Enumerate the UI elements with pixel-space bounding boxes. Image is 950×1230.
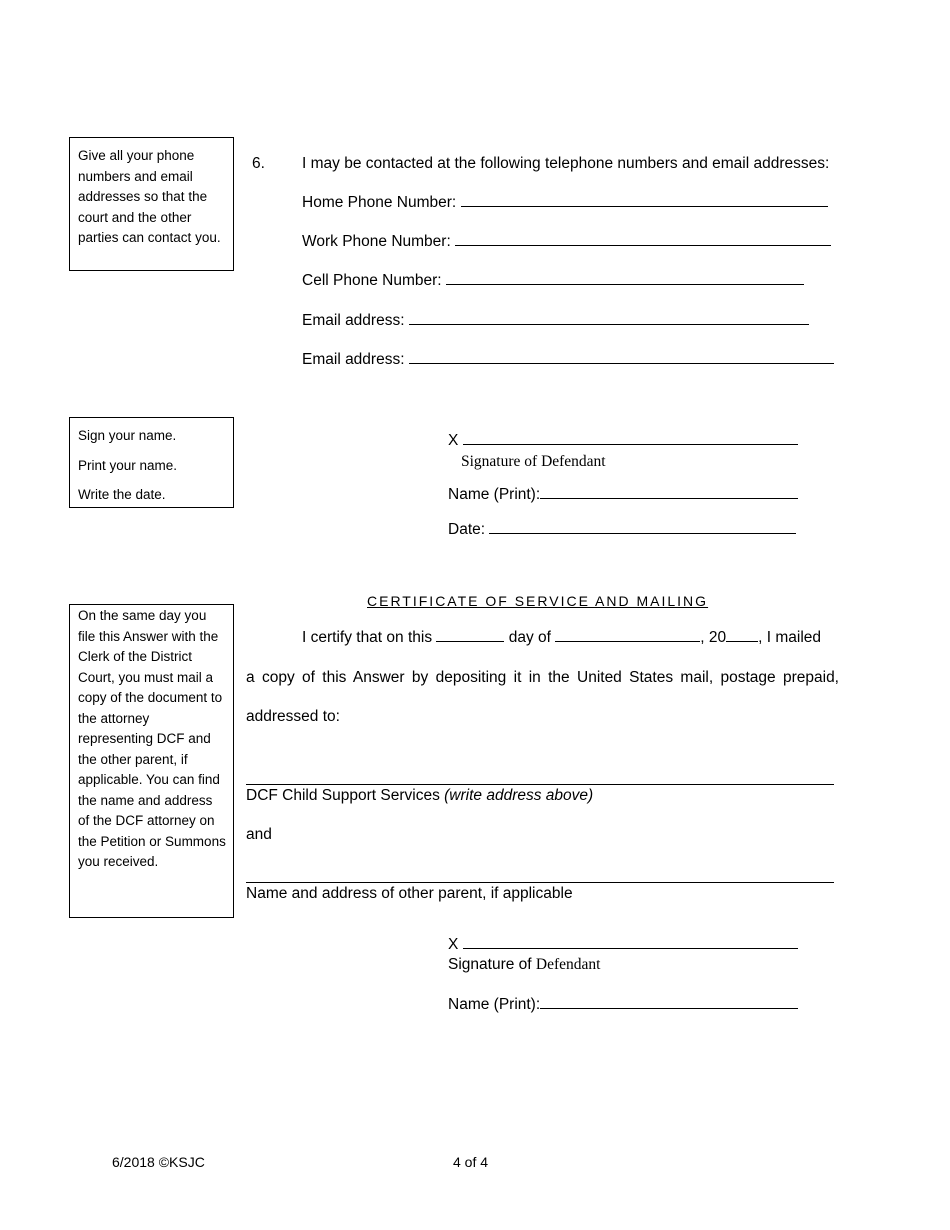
certify-line-1 <box>302 629 821 647</box>
signature-1-x: X <box>448 432 459 449</box>
signature-2-x: X <box>448 936 459 953</box>
date-label: Date: <box>448 521 486 538</box>
certify-year-field[interactable] <box>726 640 758 642</box>
signature-2-field[interactable] <box>463 947 798 949</box>
email-2-row <box>302 351 834 369</box>
work-phone-field[interactable] <box>455 244 831 246</box>
footer-page-number: 4 of 4 <box>453 1154 489 1170</box>
write-date-instruction: Write the date. <box>78 487 166 502</box>
certify-text-d: , I mailed <box>758 629 822 646</box>
name-print-2-row <box>448 996 798 1014</box>
home-phone-label: Home Phone Number: <box>302 194 457 211</box>
signature-2-label-b: Defendant <box>535 956 601 973</box>
signature-instructions-box <box>69 417 234 508</box>
home-phone-row <box>302 194 828 212</box>
email-1-label: Email address: <box>302 312 405 329</box>
contact-instructions-box <box>69 137 234 271</box>
mailing-instructions-text: On the same day you file this Answer with the Clerk of the District Court, you must mail a copy of the document to the attorney representing DCF and the other parent, if applicable. You can find the name and address of the DCF attorney on the Petition or Summons you received. <box>78 608 226 869</box>
dcf-label: DCF Child Support Services <box>246 787 440 804</box>
work-phone-row <box>302 233 831 251</box>
dcf-address-field[interactable] <box>246 784 834 785</box>
name-print-1-label: Name (Print): <box>448 486 541 503</box>
certify-text-c: , 20 <box>700 629 727 646</box>
section-6-intro: I may be contacted at the following telephone numbers and email addresses: <box>302 155 830 172</box>
certify-line-2: a copy of this Answer by depositing it in the United States mail, postage prepaid, <box>246 669 839 686</box>
home-phone-field[interactable] <box>461 205 828 207</box>
email-1-row <box>302 312 809 330</box>
signature-2-row <box>448 936 798 954</box>
signature-2-label-row <box>448 956 600 974</box>
cell-phone-label: Cell Phone Number: <box>302 272 442 289</box>
name-print-1-row <box>448 486 798 504</box>
email-2-label: Email address: <box>302 351 405 368</box>
certify-day-field[interactable] <box>436 640 504 642</box>
signature-2-label-a: Signature of <box>448 956 532 973</box>
section-6-number: 6. <box>252 155 265 172</box>
certify-month-field[interactable] <box>555 640 700 642</box>
print-name-instruction: Print your name. <box>78 457 178 473</box>
sign-name-instruction: Sign your name. <box>78 428 177 443</box>
cell-phone-row <box>302 272 804 290</box>
cell-phone-field[interactable] <box>446 283 804 285</box>
date-row <box>448 521 796 539</box>
signature-1-field[interactable] <box>463 443 798 445</box>
signature-1-label: Signature of Defendant <box>461 453 606 470</box>
work-phone-label: Work Phone Number: <box>302 233 451 250</box>
other-parent-label: Name and address of other parent, if applicable <box>246 885 573 902</box>
dcf-note: (write address above) <box>444 787 594 804</box>
certificate-title: CERTIFICATE OF SERVICE AND MAILING <box>367 593 709 609</box>
contact-instructions-text: Give all your phone numbers and email addresses so that the court and the other parties can contact you. <box>78 148 221 245</box>
name-print-1-field[interactable] <box>540 497 798 499</box>
certify-text-a: I certify that on this <box>302 629 433 646</box>
other-parent-address-field[interactable] <box>246 882 834 883</box>
date-field[interactable] <box>489 532 796 534</box>
email-1-field[interactable] <box>409 323 809 325</box>
mailing-instructions-box <box>69 604 234 918</box>
certify-text-b: day of <box>508 629 551 646</box>
and-text: and <box>246 826 272 843</box>
email-2-field[interactable] <box>409 362 834 364</box>
certify-line-3: addressed to: <box>246 708 340 725</box>
name-print-2-field[interactable] <box>540 1007 798 1009</box>
footer-date-copyright: 6/2018 ©KSJC <box>112 1154 205 1170</box>
name-print-2-label: Name (Print): <box>448 996 541 1013</box>
dcf-address-label-row <box>246 787 593 805</box>
signature-1-row <box>448 432 798 450</box>
